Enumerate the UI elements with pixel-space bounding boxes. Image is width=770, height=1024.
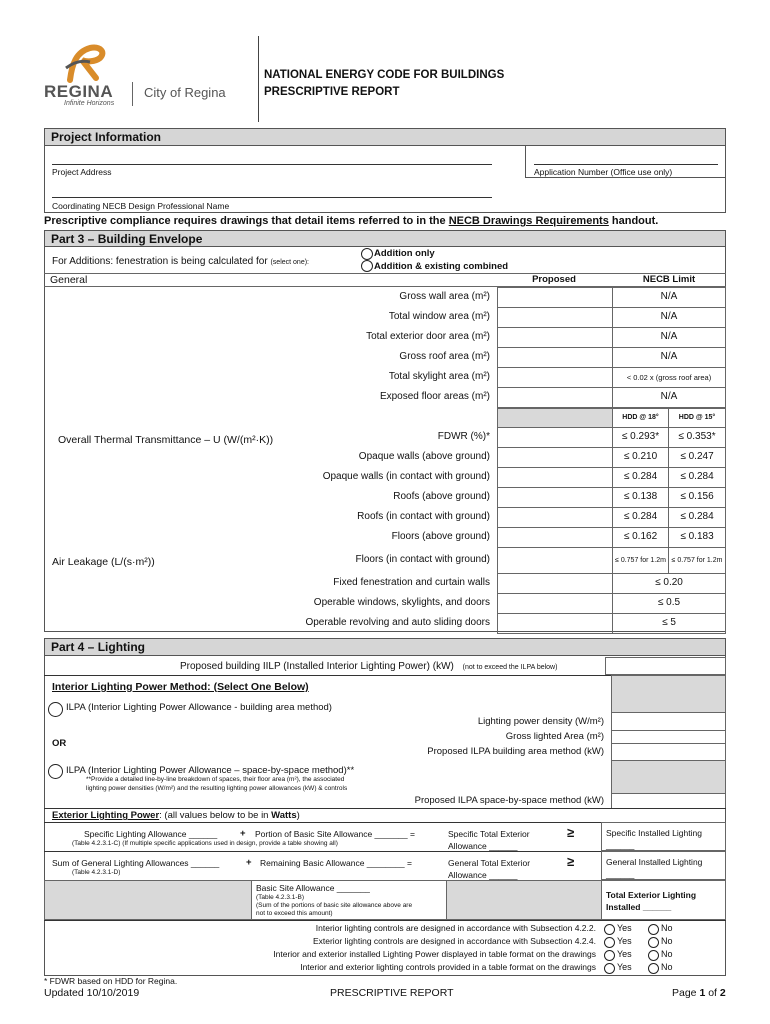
limit-column-header: NECB Limit xyxy=(642,274,696,285)
control-no-radio[interactable] xyxy=(648,950,659,961)
general-total[interactable]: General Total Exterior Allowance ______ xyxy=(448,858,531,880)
basic-mid-gray xyxy=(446,880,602,920)
u-row-label: Opaque walls (above ground) xyxy=(358,451,490,462)
proposed-space-input[interactable] xyxy=(611,793,726,809)
u-limit-hdd18: ≤ 0.162 xyxy=(612,527,669,548)
specific-plus: + xyxy=(240,828,246,839)
basic-table-note: (Table 4.2.3.1-B) xyxy=(256,894,305,901)
hdd15-header: HDD @ 15° xyxy=(668,408,726,428)
portion-allowance[interactable]: Portion of Basic Site Allowance _______ = xyxy=(255,829,415,839)
hdd-gray-cell xyxy=(497,408,613,428)
area-proposed-input[interactable] xyxy=(497,307,613,328)
u-proposed-input[interactable] xyxy=(497,547,613,574)
specific-allowance[interactable]: Specific Lighting Allowance ______ xyxy=(84,829,218,839)
area-row-label: Total exterior door area (m²) xyxy=(366,331,490,342)
area-limit-value: N/A xyxy=(612,307,726,328)
control-no-label: No xyxy=(661,949,673,959)
basic-left-gray xyxy=(44,880,252,920)
area-proposed-input[interactable] xyxy=(497,387,613,408)
basic-divider xyxy=(44,920,726,921)
footer-report-name: PRESCRIPTIVE REPORT xyxy=(330,987,454,999)
proposed-column-header: Proposed xyxy=(532,274,576,285)
area-row-label: Gross wall area (m²) xyxy=(399,291,490,302)
part4-header: Part 4 – Lighting xyxy=(44,638,726,656)
control-item-label: Interior and exterior lighting controls provided in a table format on the drawings xyxy=(300,962,596,972)
space-note-2: lighting power densities (W/m²) and the resulting lighting power allowances (kW) & controls xyxy=(86,785,348,792)
control-yes-radio[interactable] xyxy=(604,937,615,948)
u-row-label: FDWR (%)* xyxy=(437,431,490,442)
general-installed[interactable]: General Installed Lighting ______ xyxy=(606,857,703,879)
drawings-requirements-link[interactable]: NECB Drawings Requirements xyxy=(448,215,609,227)
area-proposed-input[interactable] xyxy=(497,367,613,388)
addition-existing-label: Addition & existing combined xyxy=(374,261,509,272)
specific-table-note: (Table 4.2.3.1-C) (If multiple specific applications used in design, provide a table showing all) xyxy=(72,840,338,847)
control-yes-label: Yes xyxy=(617,949,632,959)
addition-existing-radio[interactable] xyxy=(361,260,373,272)
u-proposed-input[interactable] xyxy=(497,507,613,528)
air-proposed-input[interactable] xyxy=(497,593,613,614)
or-label: OR xyxy=(52,738,67,749)
u-proposed-input[interactable] xyxy=(497,467,613,488)
control-no-label: No xyxy=(661,936,673,946)
area-limit-value: N/A xyxy=(612,327,726,348)
u-limit-hdd18: ≤ 0.210 xyxy=(612,447,669,468)
designer-name-field[interactable] xyxy=(52,197,492,198)
control-item-label: Exterior lighting controls are designed in accordance with Subsection 4.2.4. xyxy=(312,936,596,946)
area-proposed-input[interactable] xyxy=(497,287,613,308)
method-title: Interior Lighting Power Method: (Select One Below) xyxy=(52,681,309,693)
control-yes-radio[interactable] xyxy=(604,950,615,961)
u-row-label: Floors (above ground) xyxy=(391,531,490,542)
logo-tagline: Infinite Horizons xyxy=(64,100,115,107)
air-limit-value: ≤ 5 xyxy=(612,613,726,634)
lpd-label: Lighting power density (W/m²) xyxy=(477,716,604,727)
area-limit-value: < 0.02 x (gross roof area) xyxy=(612,367,726,388)
control-yes-label: Yes xyxy=(617,962,632,972)
compliance-note: Prescriptive compliance requires drawings that detail items referred to in the NECB Drawings Requirements handout. xyxy=(44,215,659,227)
regina-r-logo-icon xyxy=(62,44,112,84)
document-title: NATIONAL ENERGY CODE FOR BUILDINGS PRESCRIPTIVE REPORT xyxy=(264,69,505,98)
designer-name-label: Coordinating NECB Design Professional Name xyxy=(52,201,230,211)
header-divider xyxy=(258,36,259,122)
u-proposed-input[interactable] xyxy=(497,527,613,548)
u-row-label: Roofs (above ground) xyxy=(393,491,490,502)
area-proposed-input[interactable] xyxy=(497,347,613,368)
control-yes-label: Yes xyxy=(617,936,632,946)
iilp-input[interactable] xyxy=(605,657,726,675)
u-limit-hdd15: ≤ 0.284 xyxy=(668,507,726,528)
area-row-label: Total window area (m²) xyxy=(388,311,490,322)
exterior-lighting-title: Exterior Lighting Power: (all values below to be in Watts) xyxy=(52,810,300,821)
u-limit-hdd18: ≤ 0.757 for 1.2m xyxy=(612,547,669,574)
space-note-1: **Provide a detailed line-by-line breakdown of spaces, their floor area (m²), the associated xyxy=(86,776,345,783)
control-no-radio[interactable] xyxy=(648,937,659,948)
specific-gte: ≥ xyxy=(567,825,575,840)
u-proposed-input[interactable] xyxy=(497,427,613,448)
basic-note-2: not to exceed this amount) xyxy=(256,910,333,917)
ilpa-space-radio[interactable] xyxy=(48,764,63,779)
air-proposed-input[interactable] xyxy=(497,573,613,594)
addition-only-radio[interactable] xyxy=(361,248,373,260)
total-installed[interactable]: Total Exterior Lighting Installed ______ xyxy=(606,890,697,912)
ilpa-area-radio[interactable] xyxy=(48,702,63,717)
gla-input[interactable] xyxy=(611,730,726,744)
ilpa-divider xyxy=(44,808,726,809)
specific-total[interactable]: Specific Total Exterior Allowance ______ xyxy=(448,829,530,851)
air-row-label: Fixed fenestration and curtain walls xyxy=(333,577,490,588)
air-proposed-input[interactable] xyxy=(497,613,613,634)
basic-note-1: (Sum of the portions of basic site allowance above are xyxy=(256,902,413,909)
u-row-label: Floors (in contact with ground) xyxy=(355,554,490,565)
addition-only-label: Addition only xyxy=(374,248,435,259)
u-limit-hdd18: ≤ 0.284 xyxy=(612,507,669,528)
control-item-label: Interior and exterior installed Lighting Power displayed in table format on the drawings xyxy=(273,949,596,959)
area-limit-value: N/A xyxy=(612,287,726,308)
general-sum[interactable]: Sum of General Lighting Allowances ______ xyxy=(52,858,220,868)
general-label: General xyxy=(50,274,88,286)
hdd18-header: HDD @ 18° xyxy=(612,408,669,428)
project-info-header: Project Information xyxy=(44,128,726,146)
control-yes-radio[interactable] xyxy=(604,963,615,974)
page-number: Page 1 of 2 xyxy=(672,987,726,999)
project-address-field[interactable] xyxy=(52,164,492,165)
u-row-label: Roofs (in contact with ground) xyxy=(357,511,490,522)
specific-installed[interactable]: Specific Installed Lighting ______ xyxy=(606,828,702,850)
air-leakage-label: Air Leakage (L/(s·m²)) xyxy=(52,556,155,568)
logo-wordmark: REGINA xyxy=(44,82,114,101)
thermal-transmittance-label: Overall Thermal Transmittance – U (W/(m²·K)) xyxy=(58,434,274,446)
u-limit-hdd18: ≤ 0.293* xyxy=(612,427,669,448)
area-limit-value: N/A xyxy=(612,347,726,368)
air-limit-value: ≤ 0.5 xyxy=(612,593,726,614)
air-row-label: Operable revolving and auto sliding doors xyxy=(305,617,490,628)
area-row-label: Exposed floor areas (m²) xyxy=(379,391,490,402)
logo-divider xyxy=(132,82,133,106)
additions-label: For Additions: fenestration is being calculated for (select one): xyxy=(52,256,309,267)
application-number-label: Application Number (Office use only) xyxy=(534,167,673,177)
logo-city-name: City of Regina xyxy=(144,85,226,100)
proposed-area-input[interactable] xyxy=(611,743,726,761)
proposed-space-label: Proposed ILPA space-by-space method (kW) xyxy=(414,795,604,806)
control-yes-label: Yes xyxy=(617,923,632,933)
general-table-note: (Table 4.2.3.1-D) xyxy=(72,869,121,876)
control-no-label: No xyxy=(661,923,673,933)
method-gray-cell xyxy=(611,675,726,713)
ilpa-area-label: ILPA (Interior Lighting Power Allowance - building area method) xyxy=(66,702,332,713)
ilpa-space-label: ILPA (Interior Lighting Power Allowance – space-by-space method)** xyxy=(66,765,355,776)
u-limit-hdd15: ≤ 0.183 xyxy=(668,527,726,548)
control-no-radio[interactable] xyxy=(648,924,659,935)
u-limit-hdd15: ≤ 0.353* xyxy=(668,427,726,448)
general-gte: ≥ xyxy=(567,854,575,869)
gla-label: Gross lighted Area (m²) xyxy=(505,731,604,742)
proposed-area-label: Proposed ILPA building area method (kW) xyxy=(427,746,604,757)
u-limit-hdd18: ≤ 0.138 xyxy=(612,487,669,508)
area-limit-value: N/A xyxy=(612,387,726,408)
u-limit-hdd15: ≤ 0.247 xyxy=(668,447,726,468)
control-yes-radio[interactable] xyxy=(604,924,615,935)
iilp-row: Proposed building IILP (Installed Interior Lighting Power) (kW) (not to exceed the ILPA below) xyxy=(180,661,558,672)
air-limit-value: ≤ 0.20 xyxy=(612,573,726,594)
fdwr-footnote: * FDWR based on HDD for Regina. xyxy=(44,976,178,986)
part3-header: Part 3 – Building Envelope xyxy=(44,230,726,247)
remaining-allowance[interactable]: Remaining Basic Allowance ________ = xyxy=(260,858,412,868)
basic-site-allowance[interactable]: Basic Site Allowance _______ xyxy=(256,883,370,893)
u-limit-hdd15: ≤ 0.284 xyxy=(668,467,726,488)
lpd-input[interactable] xyxy=(611,712,726,731)
control-item-label: Interior lighting controls are designed in accordance with Subsection 4.2.2. xyxy=(315,923,596,933)
city-logo xyxy=(44,44,254,110)
u-limit-hdd18: ≤ 0.284 xyxy=(612,467,669,488)
u-limit-hdd15: ≤ 0.757 for 1.2m xyxy=(668,547,726,574)
general-plus: + xyxy=(246,857,252,868)
project-address-label: Project Address xyxy=(52,167,112,177)
area-row-label: Gross roof area (m²) xyxy=(399,351,490,362)
control-no-radio[interactable] xyxy=(648,963,659,974)
u-proposed-input[interactable] xyxy=(497,447,613,468)
u-row-label: Opaque walls (in contact with ground) xyxy=(322,471,490,482)
u-proposed-input[interactable] xyxy=(497,487,613,508)
application-number-field[interactable] xyxy=(534,164,718,165)
control-no-label: No xyxy=(661,962,673,972)
area-proposed-input[interactable] xyxy=(497,327,613,348)
space-gray-cell xyxy=(611,760,726,794)
area-row-label: Total skylight area (m²) xyxy=(388,371,490,382)
updated-date: Updated 10/10/2019 xyxy=(44,987,140,999)
air-row-label: Operable windows, skylights, and doors xyxy=(313,597,490,608)
u-limit-hdd15: ≤ 0.156 xyxy=(668,487,726,508)
